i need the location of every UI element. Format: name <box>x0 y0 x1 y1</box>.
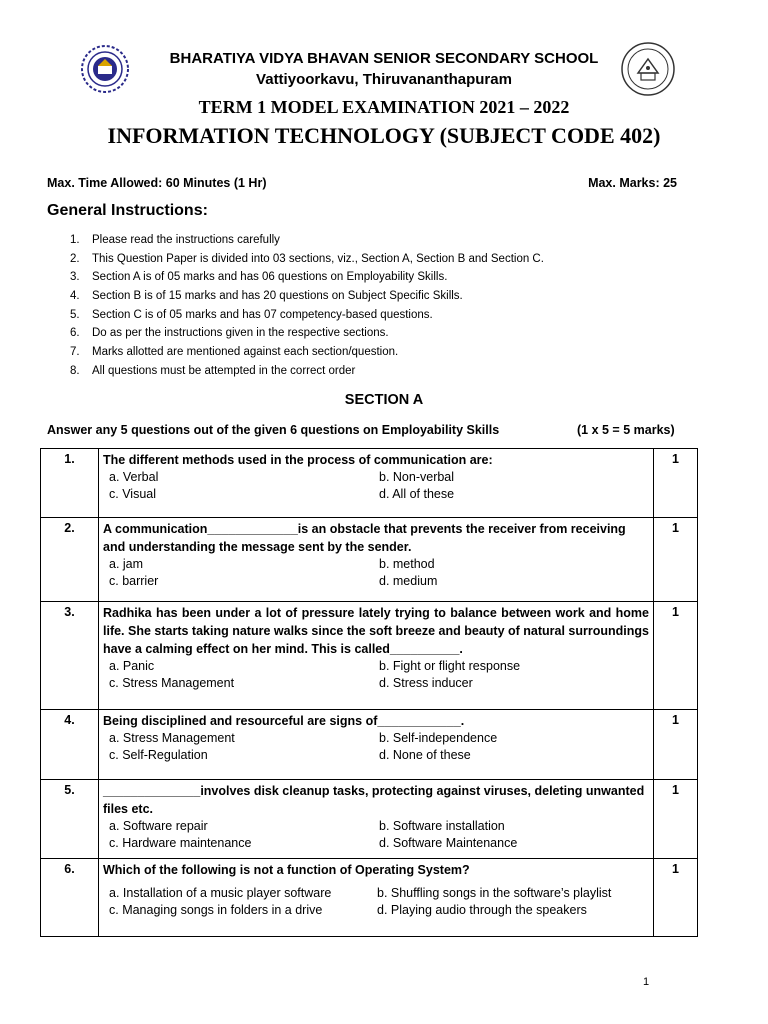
question-row <box>41 780 698 859</box>
question-body <box>99 449 654 518</box>
answer-option: b. Non-verbal <box>379 470 455 484</box>
instruction-text: Section C is of 05 marks and has 07 competency-based questions. <box>92 308 433 321</box>
question-body <box>99 710 654 780</box>
question-body <box>99 780 654 859</box>
answer-option: b. Self-independence <box>379 731 498 745</box>
question-text: Radhika has been under a lot of pressure lately trying to balance between work and home life. She starts taking nature walks since the soft breeze and beauty of natural surroundings have a calming effect on her mind. This is called__________. <box>103 606 649 656</box>
instruction-item <box>70 343 544 362</box>
options-grid <box>103 658 649 692</box>
section-a-marks-note: (1 x 5 = 5 marks) <box>577 423 675 437</box>
question-text: The different methods used in the process of communication are: <box>103 453 493 467</box>
question-text: ______________involves disk cleanup tasks, protecting against viruses, deleting unwanted files etc. <box>103 784 645 816</box>
time-allowed: Max. Time Allowed: 60 Minutes (1 Hr) <box>47 176 267 190</box>
answer-option: d. Stress inducer <box>379 676 473 690</box>
instruction-item <box>70 324 544 343</box>
answer-option: b. Fight or flight response <box>379 659 521 673</box>
question-number: 3. <box>41 602 99 710</box>
question-row <box>41 518 698 602</box>
answer-option: b. Software installation <box>379 819 505 833</box>
question-text: Being disciplined and resourceful are signs of____________. <box>103 714 465 728</box>
instruction-text: Please read the instructions carefully <box>92 234 280 246</box>
question-number: 1. <box>41 449 99 518</box>
answer-option: c. Self-Regulation <box>109 748 208 762</box>
school-name: BHARATIYA VIDYA BHAVAN SENIOR SECONDARY SCHOOL <box>169 50 599 67</box>
answer-option: a. jam <box>109 557 144 571</box>
options-grid <box>103 556 649 590</box>
subject-title: INFORMATION TECHNOLOGY (SUBJECT CODE 402) <box>107 123 661 148</box>
answer-option: c. barrier <box>109 574 159 588</box>
instruction-item <box>70 362 544 381</box>
instruction-text: This Question Paper is divided into 03 sections, viz., Section A, Section B and Section C. <box>92 252 544 265</box>
question-text: A communication_____________is an obstacle that prevents the receiver from receiving and understanding the message sent by the sender. <box>103 522 626 554</box>
question-marks: 1 <box>654 518 698 602</box>
question-body <box>99 602 654 710</box>
instruction-number: 6. <box>70 327 80 340</box>
instruction-number: 4. <box>70 290 80 303</box>
answer-option: b. Shuffling songs in the software’s playlist <box>377 886 612 900</box>
options-grid <box>103 818 649 852</box>
options-grid <box>103 730 649 764</box>
question-number: 2. <box>41 518 99 602</box>
instruction-item <box>70 287 544 306</box>
general-instructions-heading: General Instructions: <box>47 202 208 219</box>
instruction-number: 1. <box>70 234 80 246</box>
instruction-item <box>70 268 544 287</box>
instruction-item <box>70 306 544 325</box>
question-text: Which of the following is not a function of Operating System? <box>103 863 470 877</box>
question-row <box>41 859 698 937</box>
answer-option: a. Panic <box>109 659 155 673</box>
instruction-text: All questions must be attempted in the correct order <box>92 364 356 377</box>
answer-option: a. Stress Management <box>109 731 235 745</box>
exam-title: TERM 1 MODEL EXAMINATION 2021 – 2022 <box>198 97 570 117</box>
question-row <box>41 710 698 780</box>
question-marks: 1 <box>654 780 698 859</box>
question-number: 4. <box>41 710 99 780</box>
question-marks: 1 <box>654 859 698 937</box>
question-marks: 1 <box>654 710 698 780</box>
instruction-number: 8. <box>70 364 80 377</box>
answer-option: a. Installation of a music player software <box>109 886 332 900</box>
answer-option: d. Playing audio through the speakers <box>377 903 587 917</box>
question-row <box>41 449 698 518</box>
instruction-item <box>70 231 544 250</box>
question-body <box>99 518 654 602</box>
section-a-title: SECTION A <box>344 392 424 408</box>
question-marks: 1 <box>654 449 698 518</box>
answer-option: c. Managing songs in folders in a drive <box>109 903 323 917</box>
instruction-item <box>70 250 544 269</box>
instruction-number: 3. <box>70 271 80 284</box>
question-marks: 1 <box>654 602 698 710</box>
options-grid <box>103 885 649 919</box>
instruction-number: 5. <box>70 308 80 321</box>
instructions-list <box>70 231 544 381</box>
questions-table <box>40 448 698 937</box>
question-body <box>99 859 654 937</box>
answer-option: d. medium <box>379 574 438 588</box>
answer-option: c. Stress Management <box>109 676 235 690</box>
section-a-instruction: Answer any 5 questions out of the given 6 questions on Employability Skills <box>47 423 500 437</box>
answer-option: d. All of these <box>379 487 455 501</box>
answer-option: a. Verbal <box>109 470 159 484</box>
answer-option: b. method <box>379 557 435 571</box>
answer-option: d. Software Maintenance <box>379 836 518 850</box>
instruction-number: 7. <box>70 346 80 359</box>
instruction-text: Section A is of 05 marks and has 06 questions on Employability Skills. <box>92 271 448 284</box>
instruction-number: 2. <box>70 252 80 265</box>
answer-option: d. None of these <box>379 748 471 762</box>
max-marks: Max. Marks: 25 <box>588 176 677 190</box>
answer-option: c. Visual <box>109 487 157 501</box>
question-number: 6. <box>41 859 99 937</box>
answer-option: a. Software repair <box>109 819 208 833</box>
instruction-text: Marks allotted are mentioned against each section/question. <box>92 346 399 359</box>
options-grid <box>103 469 649 503</box>
instruction-text: Section B is of 15 marks and has 20 questions on Subject Specific Skills. <box>92 290 463 303</box>
answer-option: c. Hardware maintenance <box>109 836 252 850</box>
school-address: Vattiyoorkavu, Thiruvananthapuram <box>256 71 512 88</box>
page-number: 1 <box>643 976 650 988</box>
question-row <box>41 602 698 710</box>
question-number: 5. <box>41 780 99 859</box>
instruction-text: Do as per the instructions given in the respective sections. <box>92 327 389 340</box>
